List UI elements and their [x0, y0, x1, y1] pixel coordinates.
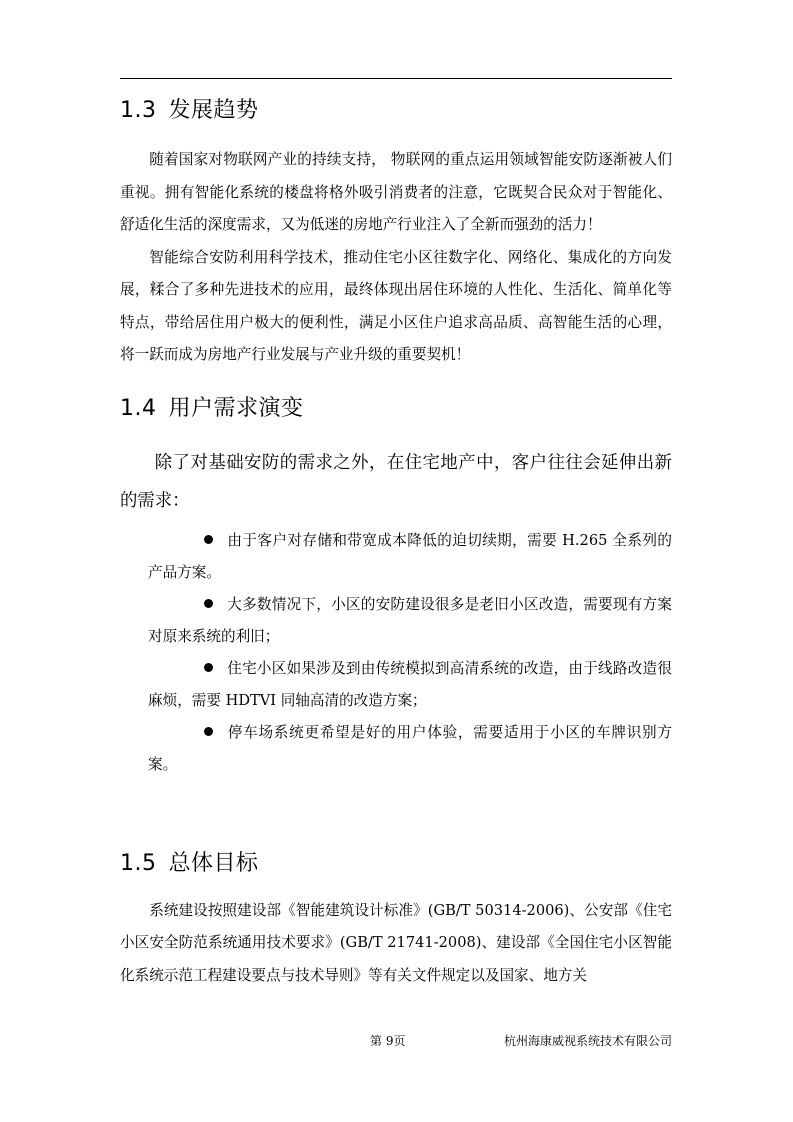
section-number: 1.3: [120, 98, 157, 123]
header-rule: [120, 78, 672, 79]
section-1-3: [120, 96, 672, 372]
requirements-list: [120, 525, 672, 781]
list-item: 大多数情况下，小区的安防建设很多是老旧小区改造，需要现有方案对原来系统的利旧；: [148, 595, 672, 645]
bullet-icon: [204, 663, 213, 672]
intro-paragraph: 除了对基础安防的需求之外，在住宅地产中，客户往往会延伸出新的需求：: [120, 452, 672, 511]
section-number: 1.4: [120, 395, 157, 421]
section-heading-1-3: [120, 96, 672, 126]
page-content: [120, 96, 672, 992]
paragraph: 随着国家对物联网产业的持续支持， 物联网的重点运用领域智能安防逐渐被人们重视。拥有智能化系统的楼盘将格外吸引消费者的注意，它既契合民众对于智能化、舒适化生活的深度需求，又为低迷的房地产行业注入了全新而强劲的活力！: [120, 151, 672, 233]
list-item: 停车场系统更希望是好的用户体验，需要适用于小区的车牌识别方案。: [148, 723, 672, 773]
section-heading-1-4: [120, 394, 672, 424]
section-heading-1-5: [120, 849, 672, 879]
company-name: 杭州海康威视系统技术有限公司: [503, 1034, 672, 1048]
section-title: 发展趋势: [168, 98, 259, 123]
section-1-5: [120, 849, 672, 993]
section-1-4: [120, 394, 672, 781]
paragraph: 智能综合安防利用科学技术，推动住宅小区往数字化、网络化、集成化的方向发展，糅合了多种先进技术的应用，最终体现出居住环境的人性化、生活化、简单化等特点，带给居住用户极大的便利性，满足小区住户追求高品质、高智能生活的心理，将一跃而成为房地产行业发展与产业升级的重要契机！: [120, 248, 672, 363]
bullet-icon: [204, 535, 213, 544]
list-item: 由于客户对存储和带宽成本降低的迫切续期，需要 H.265 全系列的产品方案。: [148, 531, 672, 581]
section-number: 1.5: [120, 850, 157, 876]
paragraph: 系统建设按照建设部《智能建筑设计标准》(GB/T 50314-2006)、公安部《住宅小区安全防范系统通用技术要求》(GB/T 21741-2008)、建设部《全国住宅小区智能化系统示范工程建设要点与技术导则》等有关文件规定以及国家、地方关: [120, 901, 672, 984]
section-title: 总体目标: [168, 850, 259, 876]
bullet-icon: [204, 599, 213, 608]
list-item: 住宅小区如果涉及到由传统模拟到高清系统的改造，由于线路改造很麻烦，需要 HDTVI 同轴高清的改造方案；: [148, 659, 672, 709]
page-footer: [120, 1032, 672, 1050]
page-number: 第 9页: [370, 1034, 406, 1048]
section-title: 用户需求演变: [168, 395, 304, 421]
bullet-icon: [204, 727, 213, 736]
